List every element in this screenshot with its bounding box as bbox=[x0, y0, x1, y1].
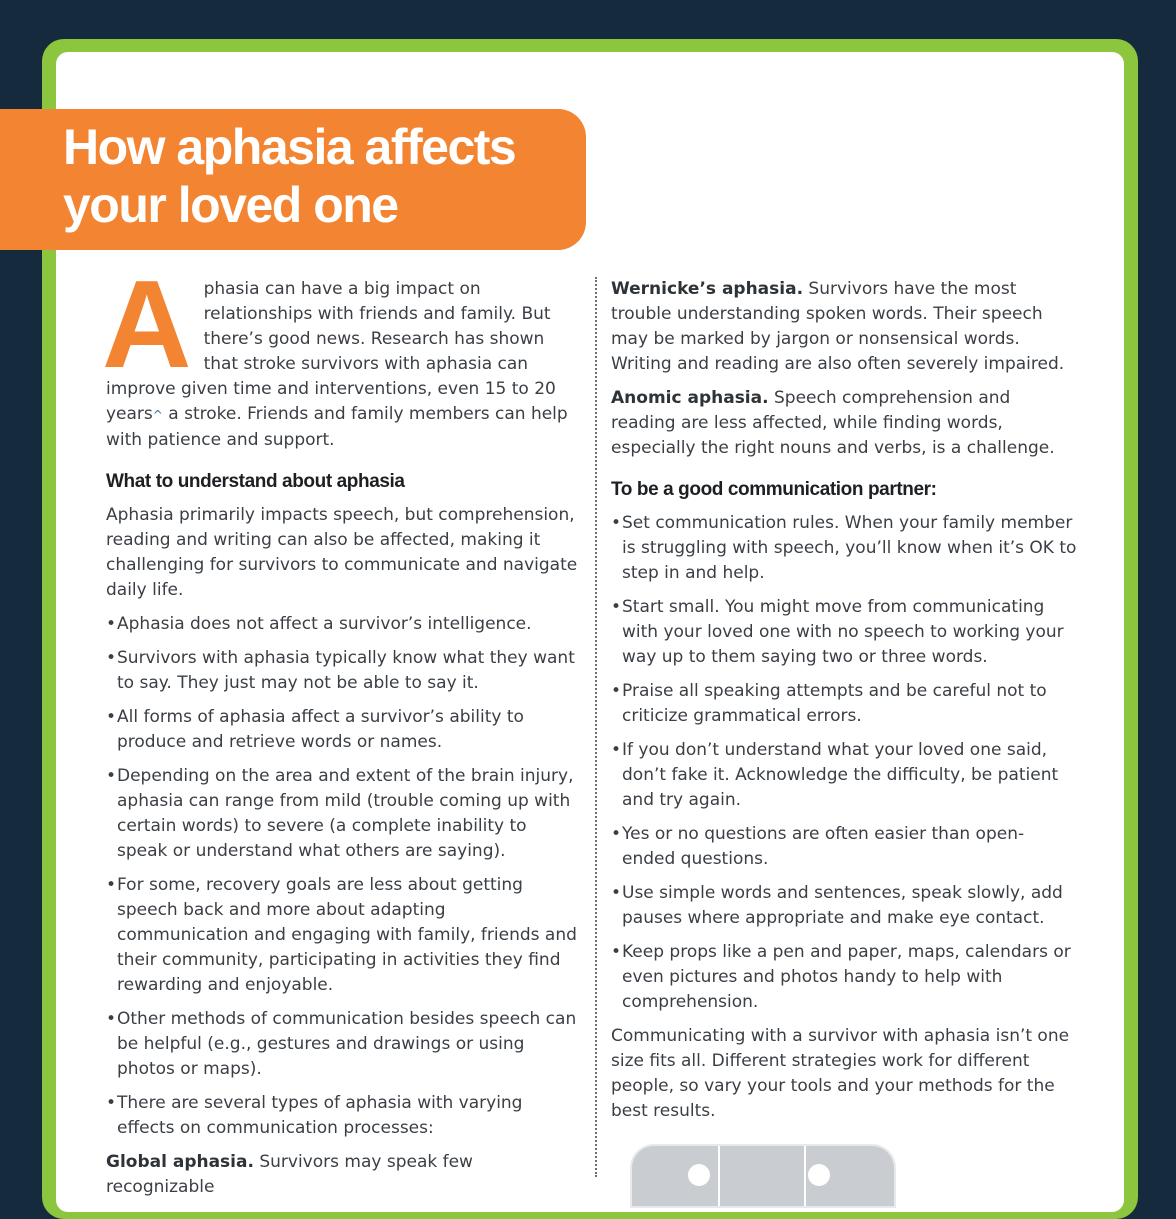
list-item: • All forms of aphasia affect a survivor’s ability to produce and retrieve words or names. bbox=[106, 705, 580, 755]
partner-heading: To be a good communication partner: bbox=[611, 479, 937, 500]
intro-paragraph bbox=[102, 256, 580, 453]
icon-divider bbox=[718, 1146, 720, 1206]
communication-icons-graphic bbox=[632, 1146, 894, 1206]
list-item: • For some, recovery goals are less about getting speech back and more about adapting communication and engaging with family, friends and their community, participating in activities they find rewarding and enjoyable. bbox=[106, 873, 580, 998]
column-divider bbox=[595, 277, 597, 1177]
list-item: • Praise all speaking attempts and be careful not to criticize grammatical errors. bbox=[611, 679, 1077, 729]
wernicke-aphasia-term: Wernicke’s aphasia. bbox=[611, 279, 804, 299]
global-aphasia-text: Survivors may speak few recognizable bbox=[106, 1152, 473, 1197]
list-item: • Depending on the area and extent of the brain injury, aphasia can range from mild (trouble coming up with certain words) to severe (a complete inability to speak or understand what others are saying). bbox=[106, 764, 580, 864]
list-item: • There are several types of aphasia with varying effects on communication processes: bbox=[106, 1091, 580, 1141]
global-aphasia-entry bbox=[106, 1150, 580, 1200]
drop-cap: A bbox=[102, 256, 192, 394]
page-title bbox=[63, 118, 583, 234]
list-item: • Start small. You might move from communicating with your loved one with no speech to working your way up to them saying two or three words. bbox=[611, 595, 1077, 670]
list-item: • If you don’t understand what your loved one said, don’t fake it. Acknowledge the difficulty, be patient and try again. bbox=[611, 738, 1077, 813]
understand-paragraph: Aphasia primarily impacts speech, but comprehension, reading and writing can also be affected, making it challenging for survivors to communicate and navigate daily life. bbox=[106, 505, 578, 600]
icon-divider bbox=[804, 1146, 806, 1206]
closing-paragraph: Communicating with a survivor with aphasia isn’t one size fits all. Different strategies work for different people, so vary your tools and your methods for the best results. bbox=[611, 1026, 1070, 1121]
anomic-aphasia-term: Anomic aphasia. bbox=[611, 388, 769, 408]
intro-text-continued: a stroke. Friends and family members can help with patience and support. bbox=[106, 404, 568, 450]
understand-heading: What to understand about aphasia bbox=[106, 471, 405, 492]
title-line-2: your loved one bbox=[63, 177, 398, 233]
list-item: • Aphasia does not affect a survivor’s intelligence. bbox=[106, 612, 580, 637]
global-aphasia-term: Global aphasia. bbox=[106, 1152, 254, 1172]
speech-bubble-icon bbox=[808, 1164, 830, 1186]
list-item: • Survivors with aphasia typically know what they want to say. They just may not be able to say it. bbox=[106, 646, 580, 696]
speech-bubble-icon bbox=[688, 1164, 710, 1186]
understand-list bbox=[106, 612, 580, 1141]
left-column bbox=[102, 256, 580, 1209]
list-item: • Use simple words and sentences, speak slowly, add pauses where appropriate and make eye contact. bbox=[611, 881, 1077, 931]
title-line-1: How aphasia affects bbox=[63, 119, 516, 175]
right-column bbox=[611, 277, 1077, 1124]
list-item: • Set communication rules. When your family member is struggling with speech, you’ll know when it’s OK to step in and help. bbox=[611, 511, 1077, 586]
intro-text: phasia can have a big impact on relationships with friends and family. But there’s good news. Research has shown that stroke survivors with aphasia can improve given time and interventions, even 15 to 20 years bbox=[106, 279, 556, 424]
list-item: • Other methods of communication besides speech can be helpful (e.g., gestures and drawings or using photos or maps). bbox=[106, 1007, 580, 1082]
insert-caret-icon: ^ bbox=[152, 408, 163, 422]
list-item: • Yes or no questions are often easier than open-ended questions. bbox=[611, 822, 1077, 872]
anomic-aphasia-entry bbox=[611, 386, 1077, 461]
anomic-aphasia-text: Speech comprehension and reading are less affected, while finding words, especially the right nouns and verbs, is a challenge. bbox=[611, 388, 1055, 458]
wernicke-aphasia-text: Survivors have the most trouble understanding spoken words. Their speech may be marked by jargon or nonsensical words. Writing and reading are also often severely impaired. bbox=[611, 279, 1065, 374]
partner-list bbox=[611, 511, 1077, 1015]
wernicke-aphasia-entry bbox=[611, 277, 1077, 377]
list-item: • Keep props like a pen and paper, maps, calendars or even pictures and photos handy to help with comprehension. bbox=[611, 940, 1077, 1015]
